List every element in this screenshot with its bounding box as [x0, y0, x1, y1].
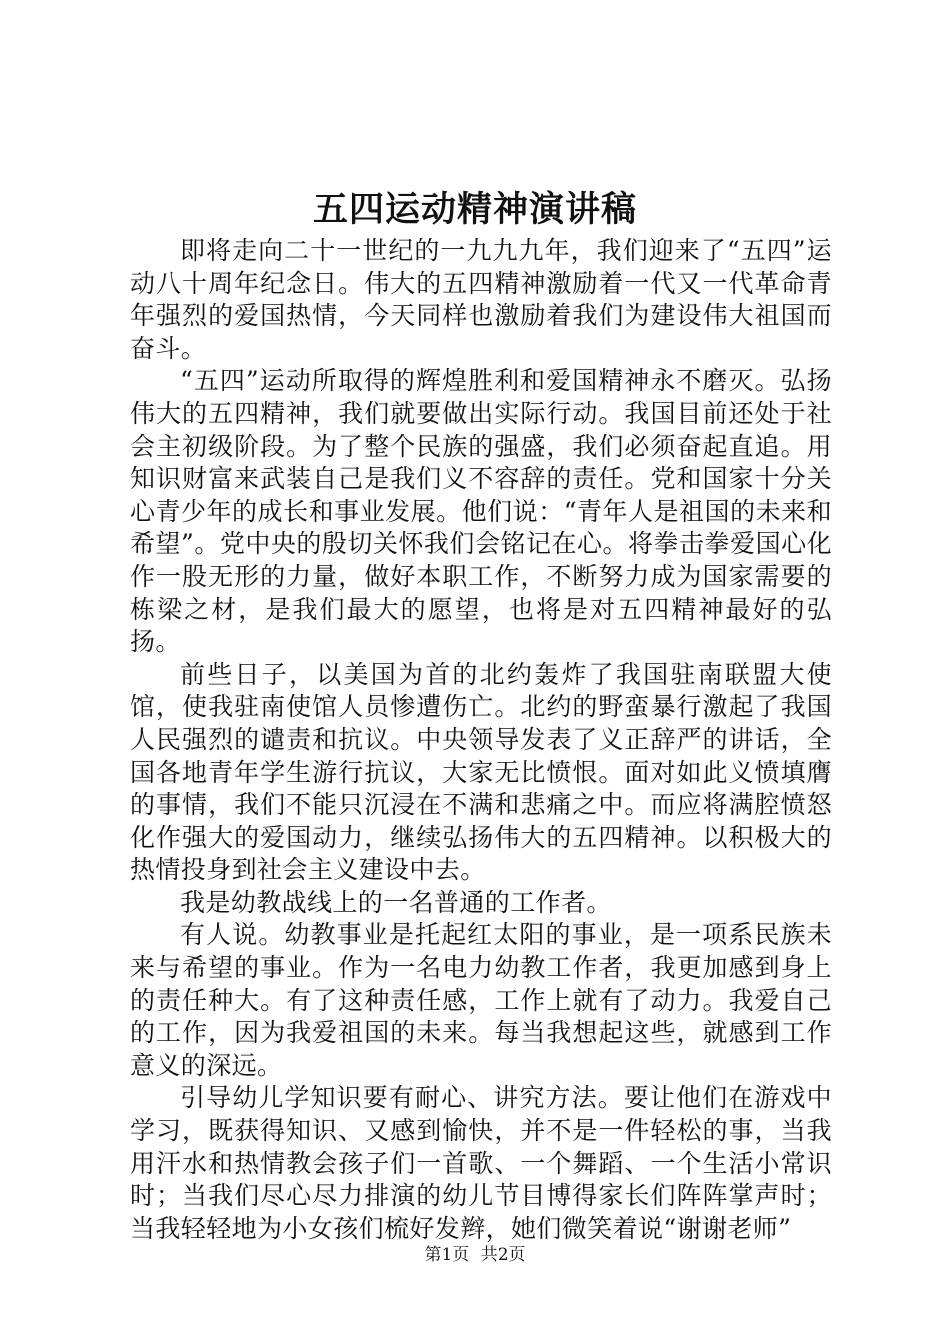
document-body — [130, 235, 832, 1245]
paragraph: 前些日子，以美国为首的北约轰炸了我国驻南联盟大使馆，使我驻南使馆人员惨遭伤亡。北约的野蛮暴行激起了我国人民强烈的谴责和抗议。中央领导发表了义正辞严的讲话，全国各地青年学生游行抗议，大家无比愤恨。面对如此义愤填膺的事情，我们不能只沉浸在不满和悲痛之中。而应将满腔愤怒化作强大的爱国动力，继续弘扬伟大的五四精神。以积极大的热情投身到社会主义建设中去。 — [130, 659, 832, 885]
paragraph: “五四”运动所取得的辉煌胜利和爱国精神永不磨灭。弘扬伟大的五四精神，我们就要做出实际行动。我国目前还处于社会主初级阶段。为了整个民族的强盛，我们必须奋起直追。用知识财富来武装自己是我们义不容辞的责任。党和国家十分关心青少年的成长和事业发展。他们说：“青年人是祖国的未来和希望”。党中央的殷切关怀我们会铭记在心。将拳击拳爱国心化作一股无形的力量，做好本职工作，不断努力成为国家需要的栋梁之材，是我们最大的愿望，也将是对五四精神最好的弘扬。 — [130, 366, 832, 657]
paragraph: 引导幼儿学知识要有耐心、讲究方法。要让他们在游戏中学习，既获得知识、又感到愉快，并不是一件轻松的事，当我用汗水和热情教会孩子们一首歌、一个舞蹈、一个生活小常识时；当我们尽心尽力排演的幼儿节目博得家长们阵阵掌声时；当我轻轻地为小女孩们梳好发辫，她们微笑着说“谢谢老师” — [130, 1083, 832, 1243]
document-title: 五四运动精神演讲稿 — [312, 189, 637, 230]
page-total: 共2页 — [480, 1245, 526, 1265]
page-number: 第1页 — [424, 1245, 470, 1265]
page-footer — [0, 1243, 950, 1267]
paragraph: 即将走向二十一世纪的一九九九年，我们迎来了“五四”运动八十周年纪念日。伟大的五四精神激励着一代又一代革命青年强烈的爱国热情，今天同样也激励着我们为建设伟大祖国而奋斗。 — [130, 236, 832, 363]
paragraph: 有人说。幼教事业是托起红太阳的事业，是一项系民族未来与希望的事业。作为一名电力幼教工作者，我更加感到身上的责任种大。有了这种责任感，工作上就有了动力。我爱自己的工作，因为我爱祖国的未来。每当我想起这些，就感到工作意义的深远。 — [130, 920, 832, 1080]
paragraph: 我是幼教战线上的一名普通的工作者。 — [180, 887, 612, 917]
